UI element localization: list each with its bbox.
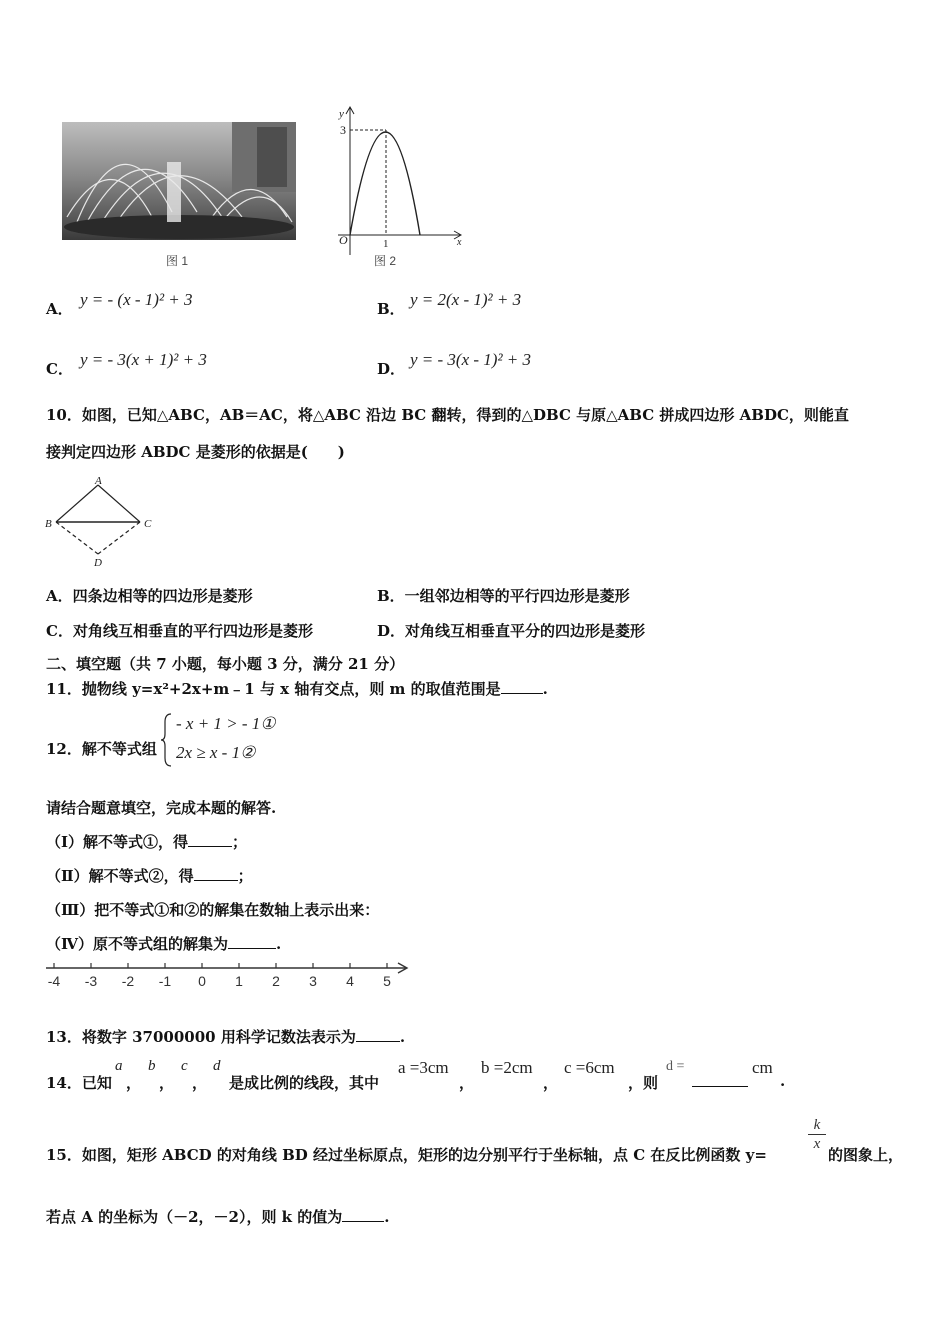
q15-stem-line2: [46, 1206, 390, 1227]
q14-var-a: a: [115, 1058, 123, 1074]
q13-end: .: [399, 1028, 406, 1046]
q14-comma-2: ，: [159, 1074, 175, 1092]
q14-var-d: d: [213, 1058, 221, 1074]
q9-option-c-expr: y = - 3(x + 1)² + 3: [80, 350, 207, 369]
q14-comma-1: ，: [126, 1074, 142, 1092]
fountain-arcs-illustration: [62, 122, 296, 240]
q12-step4-blank[interactable]: [228, 948, 276, 949]
q10-option-b: B．一组邻边相等的平行四边形是菱形: [377, 587, 630, 605]
q12-step2-text: （Ⅱ）解不等式②，得: [46, 867, 194, 885]
q10-option-d: D．对角线互相垂直平分的四边形是菱形: [377, 622, 646, 640]
q14-a-value: a =3cm: [398, 1058, 449, 1077]
system-brace: [160, 712, 174, 768]
rhombus-figure: [40, 474, 160, 570]
q9-option-d-expr: y = - 3(x - 1)² + 3: [410, 350, 532, 369]
fountain-photo: [62, 122, 296, 240]
peak-x-tick: 1: [383, 238, 389, 250]
q10-option-c: C．对角线互相垂直的平行四边形是菱形: [46, 622, 313, 640]
q12-step1-blank[interactable]: [188, 846, 232, 847]
q12-step1-text: （Ⅰ）解不等式①，得: [46, 833, 189, 851]
q14-prefix: 14．已知: [46, 1074, 112, 1092]
q14-d-eq-text: d =: [666, 1059, 685, 1074]
section-heading: 二、填空题（共 7 小题，每小题 3 分，满分 21 分）: [46, 655, 405, 673]
q9-option-b-expr: y = 2(x - 1)² + 3: [410, 290, 522, 309]
q12-inequality-1: - x + 1 > - 1①: [176, 714, 276, 733]
q12-step3: （Ⅲ）把不等式①和②的解集在数轴上表示出来：: [46, 901, 380, 919]
q14-d-eq: [666, 1059, 684, 1075]
q12-step1-semicolon: ；: [232, 833, 248, 851]
q11-answer-blank[interactable]: [501, 693, 543, 694]
vertex-b-label: B: [45, 518, 52, 530]
q13-answer-blank[interactable]: [356, 1041, 400, 1042]
q14-unit: cm: [752, 1058, 773, 1077]
figure1-caption: 图 1: [166, 254, 189, 268]
q14-then: ，则: [628, 1074, 659, 1092]
q14-answer-blank[interactable]: [692, 1072, 748, 1087]
q14-b-value: b =2cm: [481, 1058, 533, 1077]
number-line-label: 2: [272, 973, 280, 989]
q12-step4: [46, 933, 281, 954]
vertex-a-label: A: [95, 475, 102, 487]
q13-stem: [46, 1026, 405, 1047]
q12-step4-text: （Ⅳ）原不等式组的解集为: [46, 935, 229, 953]
q15-fraction: [808, 1116, 826, 1153]
q15-stem-line1: 15．如图，矩形 ABCD 的对角线 BD 经过坐标原点，矩形的边分别平行于坐标轴，点 C 在反比例函数 y=: [46, 1146, 767, 1164]
number-line-label: -1: [158, 973, 172, 989]
q10-option-a: A．四条边相等的四边形是菱形: [46, 587, 253, 605]
q9-option-b-label: B．: [377, 300, 405, 318]
number-line-label: 5: [383, 973, 391, 989]
q9-option-d-label: D．: [377, 360, 406, 378]
q12-inequality-2: 2x ≥ x - 1②: [176, 743, 256, 762]
q15-stem-line1-end: 的图象上，: [828, 1146, 904, 1164]
origin-label: O: [339, 233, 348, 247]
q12-step2-semicolon: ；: [237, 867, 253, 885]
number-line-label: 3: [309, 973, 317, 989]
q11-end: .: [542, 680, 548, 698]
q12-step2: [46, 865, 253, 886]
q12-instruction: 请结合题意填空，完成本题的解答.: [46, 799, 277, 817]
q12-step2-blank[interactable]: [194, 880, 238, 881]
q15-end: .: [384, 1208, 390, 1226]
x-axis-label: x: [457, 237, 462, 248]
q9-option-a-label: A．: [46, 300, 73, 318]
q14-c-value: c =6cm: [564, 1058, 615, 1077]
q11-text: 11．抛物线 y=x²+2x+m﹣1 与 x 轴有交点，则 m 的取值范围是: [46, 680, 501, 698]
number-line-label: 1: [235, 973, 243, 989]
q15-answer-blank[interactable]: [342, 1221, 384, 1222]
q12-step1: [46, 831, 247, 852]
q14-mid: 是成比例的线段，其中: [229, 1074, 380, 1092]
parabola-graph: [328, 103, 468, 258]
q15-line2-text: 若点 A 的坐标为（－2，－2），则 k 的值为: [46, 1208, 343, 1226]
q14-comma-3: ，: [192, 1074, 208, 1092]
number-line-label: -3: [84, 973, 98, 989]
q12-step4-period: .: [276, 935, 282, 953]
q9-option-a-expr: y = - (x - 1)² + 3: [80, 290, 193, 309]
q9-option-c-label: C．: [46, 360, 73, 378]
q10-stem-line1: 10．如图，已知△ABC，AB＝AC，将△ABC 沿边 BC 翻转，得到的△DBC 与原△ABC 拼成四边形 ABDC，则能直: [46, 406, 849, 424]
q15-fraction-denominator: x: [813, 1136, 821, 1152]
peak-y-tick: 3: [340, 123, 346, 137]
y-axis-label: y: [339, 108, 344, 120]
q14-end: .: [780, 1072, 786, 1090]
vertex-d-label: D: [94, 557, 102, 569]
q13-text: 13．将数字 37000000 用科学记数法表示为: [46, 1028, 356, 1046]
q12-label: 12．解不等式组: [46, 740, 157, 758]
number-line[interactable]: [44, 958, 410, 992]
number-line-label: 0: [198, 973, 206, 989]
number-line-label: -2: [121, 973, 135, 989]
vertex-c-label: C: [144, 518, 152, 530]
figure2-caption: 图 2: [374, 254, 397, 268]
number-line-label: -4: [47, 973, 61, 989]
q14-var-b: b: [148, 1058, 156, 1074]
q10-stem-line2: 接判定四边形 ABDC 是菱形的依据是( ): [46, 443, 345, 461]
number-line-label: 4: [346, 973, 354, 989]
q15-fraction-numerator: k: [813, 1117, 821, 1133]
q14-comma-5: ，: [543, 1074, 559, 1092]
q14-comma-4: ，: [459, 1074, 475, 1092]
q14-var-c: c: [181, 1058, 188, 1074]
q11-stem: [46, 678, 548, 699]
